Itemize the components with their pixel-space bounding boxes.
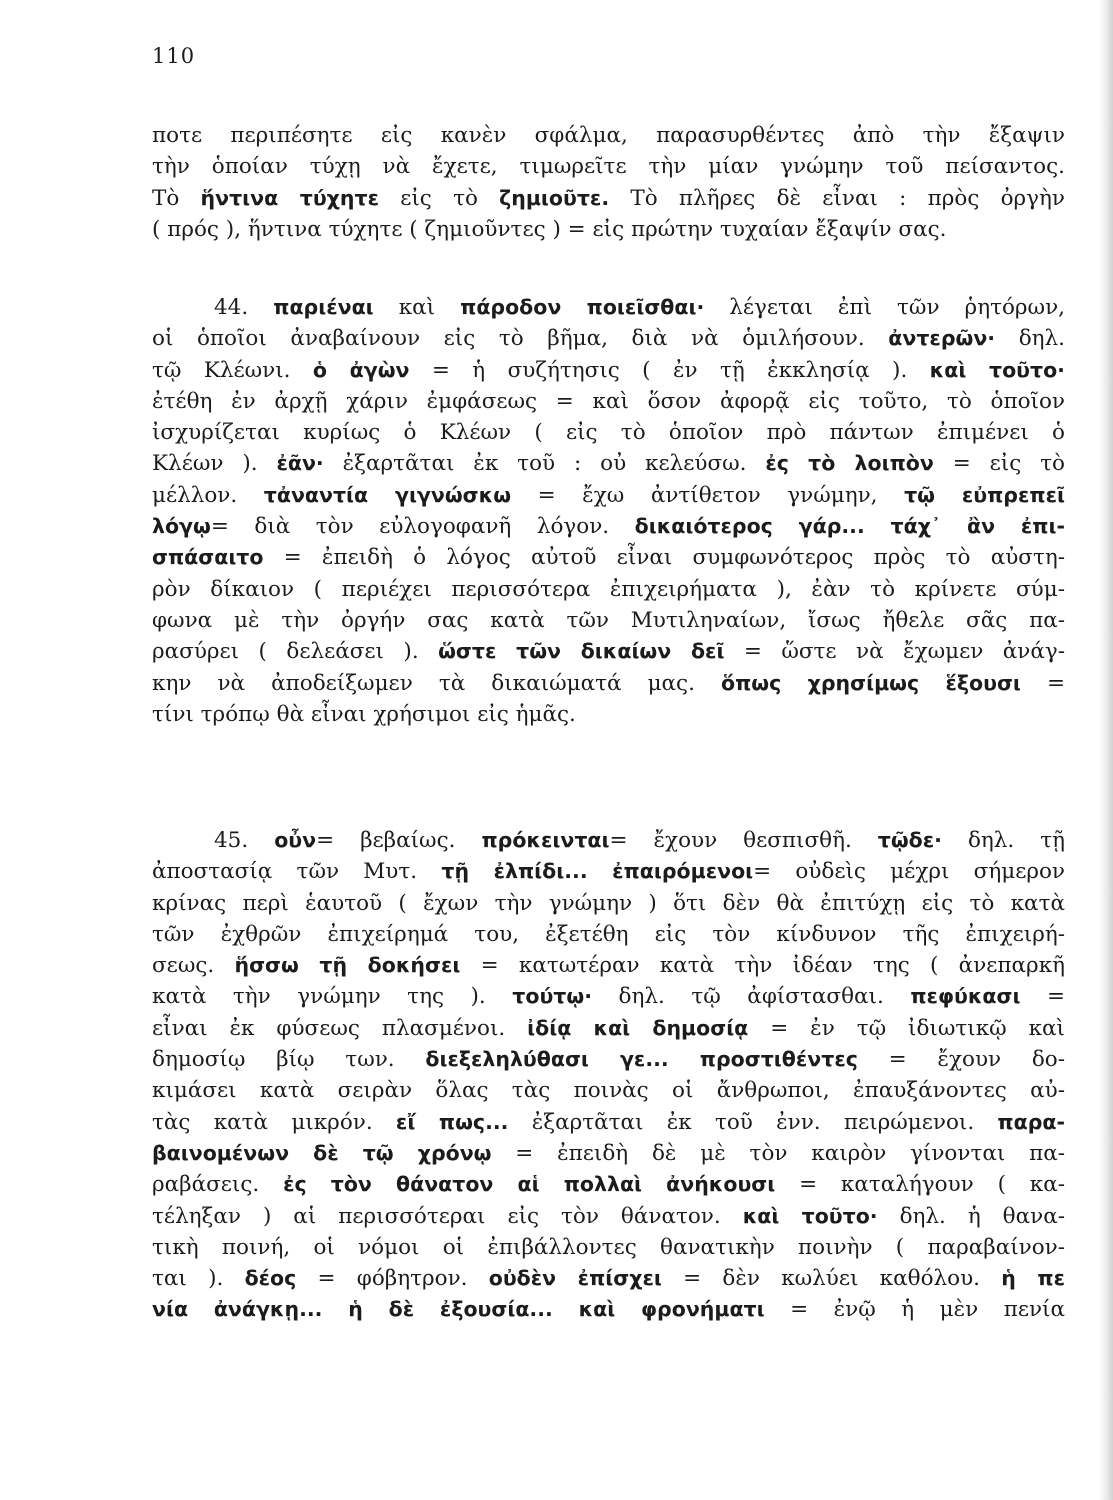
lemma-bold: τἀναντία γιγνώσκω xyxy=(263,482,512,507)
text-line xyxy=(152,1201,1065,1232)
text-line xyxy=(152,1044,1065,1075)
text-line xyxy=(152,950,1065,981)
paragraph-note-44 xyxy=(152,292,1065,730)
gloss-text: τῷ Κλέωνι. xyxy=(152,357,313,383)
text-line xyxy=(152,214,1065,245)
gloss-text: κην νὰ ἀποδείξωμεν τὰ δικαιώματά μας. xyxy=(152,670,721,696)
lemma-bold: πάροδον ποιεῖσθαι· xyxy=(460,295,705,319)
gloss-text: ἰσχυρίζεται κυρίως ὁ Κλέων ( εἰς τὸ ὁποῖον πρὸ πάντων ἐπιμένει ὁ xyxy=(152,420,1065,446)
gloss-text: φωνα μὲ τὴν ὀργήν σας κατὰ τῶν Μυτιληναίων, ἴσως ἤθελε σᾶς πα- xyxy=(152,607,1065,633)
text-line xyxy=(152,292,1065,323)
text-line xyxy=(152,668,1065,699)
gloss-text: = xyxy=(1020,984,1065,1010)
lemma-bold: παριέναι xyxy=(273,295,374,319)
gloss-text: = κατωτέραν κατὰ τὴν ἰδέαν της ( ἀνεπαρκῆ xyxy=(460,953,1065,979)
gloss-text: = ἐπειδὴ ὁ λόγος αὐτοῦ εἶναι συμφωνότερος πρὸς τὸ αὐστη- xyxy=(263,545,1065,571)
gloss-text: δηλ. xyxy=(995,326,1065,352)
gloss-text: = ἐπειδὴ δὲ μὲ τὸν καιρὸν γίνονται πα- xyxy=(491,1140,1065,1166)
lemma-bold: ὁ ἀγὼν xyxy=(312,357,410,382)
gloss-text: τῶν ἐχθρῶν ἐπιχείρημά του, ἐξετέθη εἰς τὸν κίνδυνον τῆς ἐπιχειρή- xyxy=(152,921,1065,947)
gloss-text: δημοσίῳ βίῳ των. xyxy=(152,1047,426,1073)
gloss-text: τὴν ὁποίαν τύχῃ νὰ ἔχετε, τιμωρεῖτε τὴν μίαν γνώμην τοῦ πείσαντος. xyxy=(152,154,1065,180)
text-line xyxy=(152,1013,1065,1044)
gloss-text: κρίνας περὶ ἑαυτοῦ ( ἔχων τὴν γνώμην ) ὅτι δὲν θὰ ἐπιτύχῃ εἰς τὸ κατὰ xyxy=(152,890,1065,916)
text-line xyxy=(152,1169,1065,1200)
lemma-bold: ζημιοῦτε. xyxy=(499,185,610,210)
gloss-text: τικὴ ποινή, οἱ νόμοι οἱ ἐπιβάλλοντες θανατικὴν ποινὴν ( παραβαίνον- xyxy=(152,1234,1065,1260)
lemma-bold: νία ἀνάγκῃ... ἡ δὲ ἐξουσία... καὶ φρονήματι xyxy=(152,1297,765,1322)
gloss-text: = ἐνῷ ἡ μὲν πενία xyxy=(764,1297,1065,1323)
gloss-text: κιμάσει κατὰ σειρὰν ὅλας τὰς ποινὰς οἱ ἄνθρωποι, ἐπαυξάνοντες αὐ- xyxy=(152,1078,1065,1104)
lemma-bold: ὥστε τῶν δικαίων δεῖ xyxy=(438,639,725,664)
gloss-text: = ἔχουν δο- xyxy=(857,1047,1065,1073)
text-line xyxy=(152,183,1065,214)
paragraph-note-45 xyxy=(152,825,1065,1326)
gloss-text: μέλλον. xyxy=(152,482,264,508)
text-line xyxy=(152,919,1065,950)
gloss-text: τίνι τρόπῳ θὰ εἶναι χρήσιμοι εἰς ἡμᾶς. xyxy=(152,701,576,727)
lemma-bold: ἐᾶν· xyxy=(276,451,324,476)
gloss-text: = ὥστε νὰ ἔχωμεν ἀνάγ- xyxy=(724,639,1065,665)
gloss-text: τὰς κατὰ μικρόν. xyxy=(152,1109,396,1135)
gloss-text: = διὰ τὸν εὐλογοφανῆ λόγον. xyxy=(210,514,635,540)
gloss-text: κατὰ τὴν γνώμην της ). xyxy=(152,984,513,1010)
lemma-bold: πεφύκασι xyxy=(910,984,1021,1009)
lemma-bold: παρα- xyxy=(997,1109,1065,1134)
gloss-text: οἱ ὁποῖοι ἀναβαίνουν εἰς τὸ βῆμα, διὰ νὰ ὁμιλήσουν. xyxy=(152,326,889,352)
gloss-text: ἐξαρτᾶται ἐκ τοῦ ἐνν. πειρώμενοι. xyxy=(508,1109,998,1135)
text-line xyxy=(152,511,1065,542)
text-line xyxy=(152,480,1065,511)
lemma-bold: καὶ τοῦτο· xyxy=(929,357,1065,382)
page-edge-shadow xyxy=(1099,0,1113,1500)
lemma-bold: ἥσσω τῇ δοκήσει xyxy=(234,953,461,978)
text-line xyxy=(152,1138,1065,1169)
text-line xyxy=(152,699,1065,730)
lemma-bold: βαινομένων δὲ τῷ χρόνῳ xyxy=(152,1140,492,1165)
text-line xyxy=(152,1232,1065,1263)
gloss-text: Κλέων ). xyxy=(152,451,277,477)
text-line xyxy=(152,825,1065,856)
gloss-text: τέληξαν ) αἱ περισσότεραι εἰς τὸν θάνατον. xyxy=(152,1203,743,1229)
gloss-text: = βεβαίως. xyxy=(316,828,482,853)
lemma-bold: τῷδε· xyxy=(877,828,942,852)
gloss-text: ραβάσεις. xyxy=(152,1172,284,1198)
lemma-bold: τούτῳ· xyxy=(512,984,592,1009)
text-line xyxy=(152,386,1065,417)
gloss-text: λέγεται ἐπὶ τῶν ῥητόρων, xyxy=(704,295,1065,320)
lemma-bold: τῇ ἐλπίδι... ἐπαιρόμενοι xyxy=(441,859,754,884)
gloss-text: = xyxy=(1020,670,1065,696)
gloss-text: = ἡ συζήτησις ( ἐν τῇ ἐκκλησίᾳ ). xyxy=(409,357,930,383)
text-line xyxy=(152,1294,1065,1325)
gloss-text: δηλ. τῇ xyxy=(941,828,1065,853)
gloss-text: ρασύρει ( δελεάσει ). xyxy=(152,639,439,665)
lemma-bold: σπάσαιτο xyxy=(152,545,264,570)
text-line xyxy=(152,151,1065,182)
text-line xyxy=(152,605,1065,636)
text-line xyxy=(152,1075,1065,1106)
gloss-text: 44. xyxy=(214,295,274,320)
lemma-bold: τῷ εὐπρεπεῖ xyxy=(904,482,1065,507)
lemma-bold: ἥντινα τύχητε xyxy=(200,185,379,210)
gloss-text: = φόβητρον. xyxy=(296,1266,489,1292)
gloss-text: = ἐν τῷ ἰδιωτικῷ καὶ xyxy=(748,1015,1065,1041)
gloss-text: Τὸ πλῆρες δὲ εἶναι : πρὸς ὀργὴν xyxy=(609,185,1065,211)
text-line xyxy=(152,417,1065,448)
lemma-bold: οὖν xyxy=(274,828,317,852)
paragraph-continuation xyxy=(152,120,1065,245)
gloss-text: = οὐδεὶς μέχρι σήμερον xyxy=(753,859,1065,885)
gloss-text: ( πρός ), ἥντινα τύχητε ( ζημιοῦντες ) = εἰς πρώτην τυχαίαν ἔξαψίν σας. xyxy=(152,216,947,242)
text-line xyxy=(152,981,1065,1012)
lemma-bold: ὅπως χρησίμως ἕξουσι xyxy=(721,670,1021,695)
text-line xyxy=(152,636,1065,667)
lemma-bold: πρόκεινται xyxy=(481,828,610,852)
lemma-bold: δικαιότερος γάρ... τάχ᾽ ἂν ἐπι- xyxy=(634,514,1065,539)
text-line xyxy=(152,355,1065,386)
text-line xyxy=(152,323,1065,354)
gloss-text: ἐτέθη ἐν ἀρχῇ χάριν ἐμφάσεως = καὶ ὅσον ἀφορᾷ εἰς τοῦτο, τὸ ὁποῖον xyxy=(152,388,1065,414)
gloss-text: 45. xyxy=(214,828,275,853)
text-line xyxy=(152,1263,1065,1294)
text-line xyxy=(152,574,1065,605)
gloss-text: ἐξαρτᾶται ἐκ τοῦ : οὐ κελεύσω. xyxy=(323,451,766,477)
gloss-text: = ἔχω ἀντίθετον γνώμην, xyxy=(511,482,905,508)
lemma-bold: καὶ τοῦτο· xyxy=(742,1203,878,1228)
gloss-text: = ἔχουν θεσπισθῆ. xyxy=(609,828,878,853)
lemma-bold: ἰδίᾳ καὶ δημοσίᾳ xyxy=(527,1015,749,1040)
gloss-text: εἶναι ἐκ φύσεως πλασμένοι. xyxy=(152,1015,528,1041)
gloss-text: Τὸ xyxy=(152,185,201,211)
gloss-text: εἰς τὸ xyxy=(378,185,500,211)
text-line xyxy=(152,856,1065,887)
gloss-text: καὶ xyxy=(373,295,461,320)
gloss-text: = καταλήγουν ( κα- xyxy=(775,1172,1065,1198)
text-line xyxy=(152,542,1065,573)
lemma-bold: εἴ πως... xyxy=(395,1109,509,1134)
text-line xyxy=(152,888,1065,919)
lemma-bold: δέος xyxy=(244,1266,297,1291)
lemma-bold: ἀντερῶν· xyxy=(888,326,996,351)
gloss-text: ται ). xyxy=(152,1266,245,1292)
gloss-text: ποτε περιπέσητε εἰς κανὲν σφάλμα, παρασυρθέντες ἀπὸ τὴν ἔξαψιν xyxy=(152,123,1065,148)
lemma-bold: οὐδὲν ἐπίσχει xyxy=(488,1266,662,1291)
lemma-bold: διεξεληλύθασι γε... προστιθέντες xyxy=(425,1047,858,1072)
text-line xyxy=(152,120,1065,151)
gloss-text: δηλ. ἡ θανα- xyxy=(877,1203,1065,1229)
gloss-text: δηλ. τῷ ἀφίστασθαι. xyxy=(592,984,911,1010)
page-number: 110 xyxy=(152,44,196,68)
gloss-text: = δὲν κωλύει καθόλου. xyxy=(661,1266,1002,1292)
lemma-bold: ἐς τὸν θάνατον αἱ πολλαὶ ἀνήκουσι xyxy=(283,1172,776,1197)
gloss-text: ρὸν δίκαιον ( περιέχει περισσότερα ἐπιχειρήματα ), ἐὰν τὸ κρίνετε σύμ- xyxy=(152,576,1065,602)
gloss-text: = εἰς τὸ xyxy=(933,451,1065,477)
lemma-bold: ἡ πε xyxy=(1001,1266,1065,1291)
gloss-text: ἀποστασίᾳ τῶν Μυτ. xyxy=(152,859,442,885)
text-line xyxy=(152,448,1065,479)
lemma-bold: λόγῳ xyxy=(152,514,211,539)
text-line xyxy=(152,1107,1065,1138)
gloss-text: σεως. xyxy=(152,953,235,979)
lemma-bold: ἐς τὸ λοιπὸν xyxy=(765,451,934,476)
